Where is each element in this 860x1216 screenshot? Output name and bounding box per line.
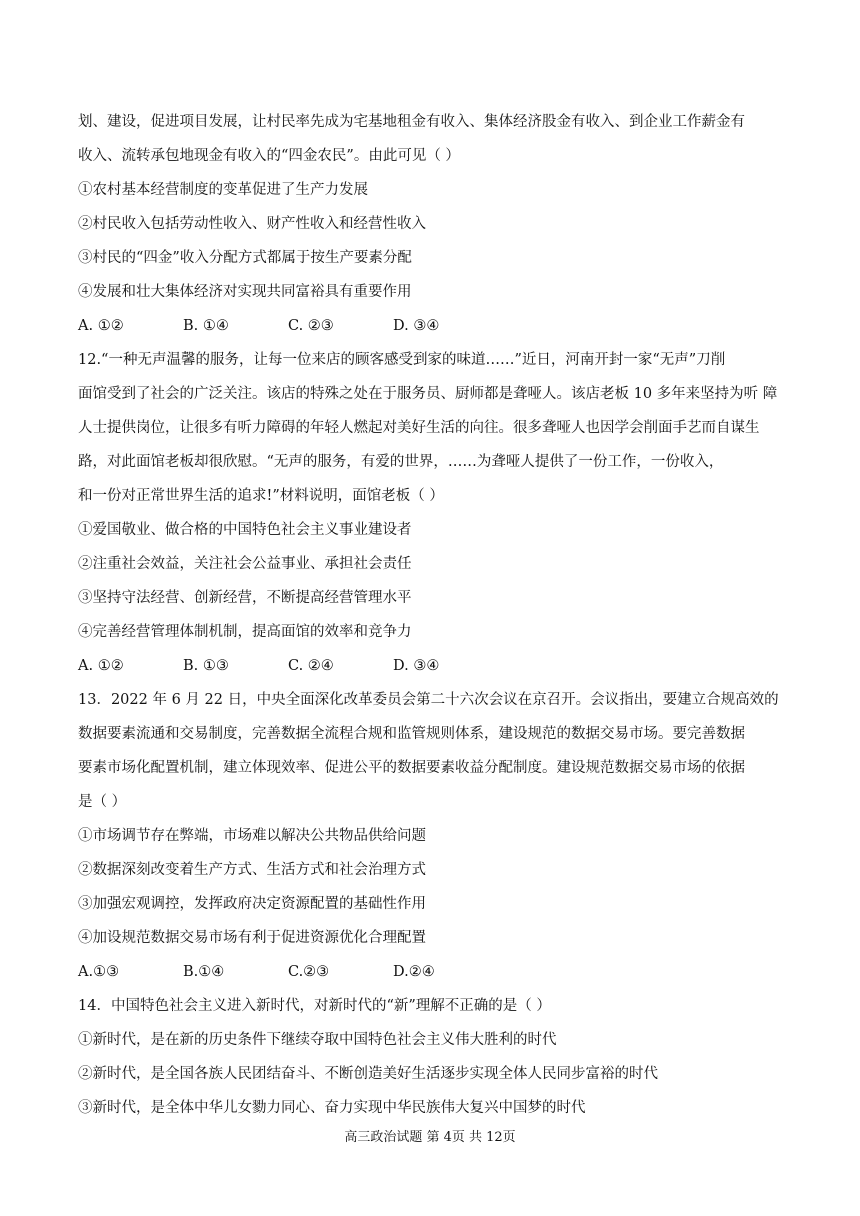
- q12-option-b: B. ①③: [183, 658, 229, 674]
- q13-stem-line-4: 是（ ）: [78, 794, 127, 810]
- q11-option-c: C. ②③: [288, 318, 334, 334]
- q14-statement-1: ①新时代，是在新的历史条件下继续夺取中国特色社会主义伟大胜利的时代: [78, 1032, 557, 1048]
- q11-statement-3: ③村民的“四金”收入分配方式都属于按生产要素分配: [78, 250, 412, 266]
- q14-statement-2: ②新时代，是全国各族人民团结奋斗、不断创造美好生活逐步实现全体人民同步富裕的时代: [78, 1066, 658, 1082]
- q14-stem-line-1: 14．中国特色社会主义进入新时代，对新时代的“新”理解不正确的是（ ）: [78, 998, 551, 1014]
- q12-statement-3: ③坚持守法经营、创新经营，不断提高经营管理水平: [78, 590, 412, 606]
- q13-statement-4: ④加设规范数据交易市场有利于促进资源优化合理配置: [78, 930, 426, 946]
- q11-statement-2: ②村民收入包括劳动性收入、财产性收入和经营性收入: [78, 216, 426, 232]
- q12-option-d: D. ③④: [393, 658, 440, 674]
- q12-statement-1: ①爱国敬业、做合格的中国特色社会主义事业建设者: [78, 522, 412, 538]
- q13-stem-line-3: 要素市场化配置机制，建立体现效率、促进公平的数据要素收益分配制度。建设规范数据交易市场的依据: [78, 760, 745, 776]
- q12-stem-line-4: 路，对此面馆老板却很欣慰。“无声的服务，有爱的世界，……为聋哑人提供了一份工作，一份收入，: [78, 454, 724, 470]
- q12-statement-4: ④完善经营管理体制机制，提高面馆的效率和竞争力: [78, 624, 412, 640]
- q13-option-b: B.①④: [183, 964, 225, 980]
- q12-statement-2: ②注重社会效益，关注社会公益事业、承担社会责任: [78, 556, 412, 572]
- q12-option-a: A. ①②: [78, 658, 124, 674]
- q13-option-d: D.②④: [393, 964, 435, 980]
- q13-statement-1: ①市场调节存在弊端，市场难以解决公共物品供给问题: [78, 828, 426, 844]
- q13-statement-2: ②数据深刻改变着生产方式、生活方式和社会治理方式: [78, 862, 426, 878]
- q13-option-a: A.①③: [78, 964, 120, 980]
- q13-stem-line-2: 数据要素流通和交易制度，完善数据全流程合规和监管规则体系，建设规范的数据交易市场。要完善数据: [78, 726, 745, 742]
- page-footer: 高三政治试题 第 4页 共 12页: [344, 1130, 516, 1145]
- q12-stem-line-5: 和一份对正常世界生活的追求!”材料说明，面馆老板（ ）: [78, 488, 444, 504]
- q13-statement-3: ③加强宏观调控，发挥政府决定资源配置的基础性作用: [78, 896, 426, 912]
- q11-stem-line-1: 划、建设，促进项目发展，让村民率先成为宅基地租金有收入、集体经济股金有收入、到企业工作薪金有: [78, 114, 745, 130]
- q12-stem-line-1: 12.“一种无声温馨的服务，让每一位来店的顾客感受到家的味道……”近日，河南开封一家“无声”刀削: [78, 352, 726, 368]
- q14-statement-3: ③新时代，是全体中华儿女勠力同心、奋力实现中华民族伟大复兴中国梦的时代: [78, 1100, 586, 1116]
- q11-option-d: D. ③④: [393, 318, 440, 334]
- q11-option-b: B. ①④: [183, 318, 229, 334]
- q13-stem-line-1: 13．2022 年 6 月 22 日，中央全面深化改革委员会第二十六次会议在京召开。会议指出，要建立合规高效的: [78, 692, 779, 708]
- q11-options: [78, 316, 439, 336]
- q11-statement-4: ④发展和壮大集体经济对实现共同富裕具有重要作用: [78, 284, 412, 300]
- q11-stem-line-2: 收入、流转承包地现金有收入的“四金农民”。由此可见（ ）: [78, 148, 460, 164]
- q12-stem-line-3: 人士提供岗位，让很多有听力障碍的年轻人燃起对美好生活的向往。很多聋哑人也因学会削面手艺而自谋生: [78, 420, 760, 436]
- q11-statement-1: ①农村基本经营制度的变革促进了生产力发展: [78, 182, 368, 198]
- q12-option-c: C. ②④: [288, 658, 334, 674]
- q13-option-c: C.②③: [288, 964, 330, 980]
- q12-options: [78, 656, 439, 676]
- q11-option-a: A. ①②: [78, 318, 124, 334]
- q12-stem-line-2: 面馆受到了社会的广泛关注。该店的特殊之处在于服务员、厨师都是聋哑人。该店老板 10 多年来坚持为听 障: [78, 386, 778, 402]
- q13-options: [78, 962, 435, 982]
